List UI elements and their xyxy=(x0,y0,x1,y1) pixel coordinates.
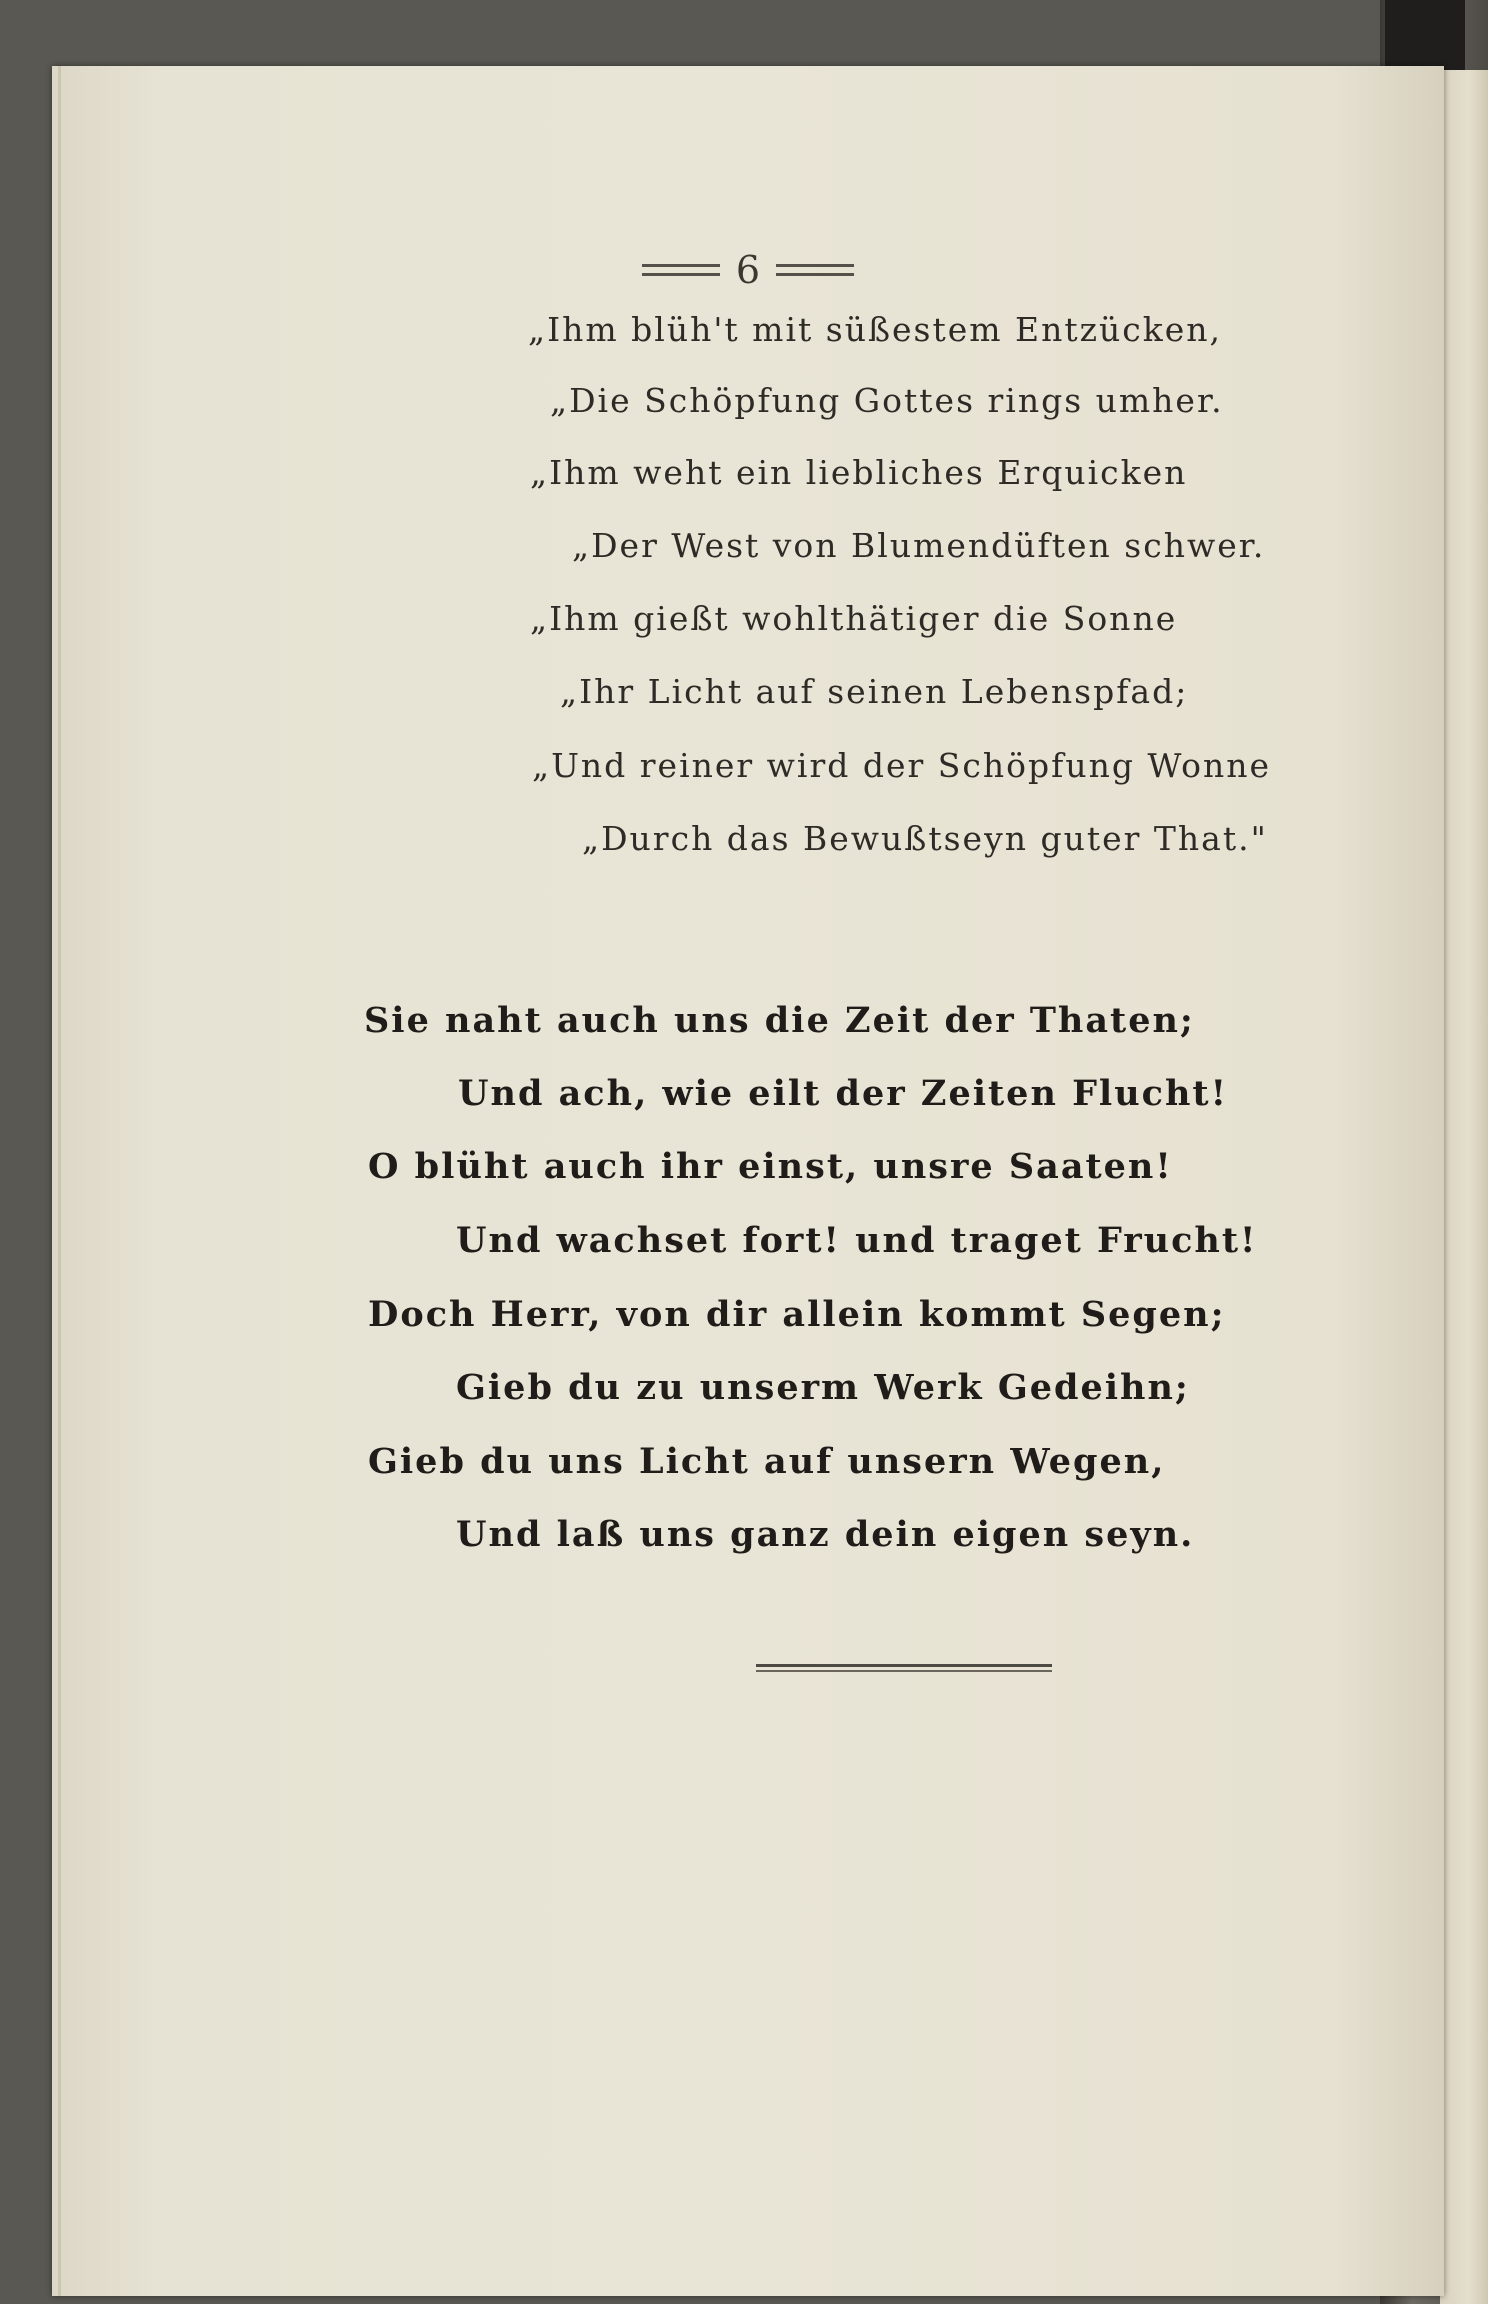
page-number: 6 xyxy=(735,248,761,292)
page-header xyxy=(52,248,1444,292)
verse-line: Gieb du uns Licht auf unsern Wegen, xyxy=(368,1441,1166,1482)
verse-line: O blüht auch ihr einst, unsre Saaten! xyxy=(368,1146,1173,1187)
verse-line: „Durch das Bewußtseyn guter That." xyxy=(582,819,1268,858)
verse-line: Sie naht auch uns die Zeit der Thaten; xyxy=(364,1000,1195,1041)
verse-line: Und ach, wie eilt der Zeiten Flucht! xyxy=(458,1073,1228,1114)
verse-line: „Ihm blüh't mit süßestem Entzücken, xyxy=(528,310,1223,349)
closing-rule xyxy=(756,1664,1052,1672)
verse-line: „Ihr Licht auf seinen Lebenspfad; xyxy=(560,672,1189,711)
left-ornament xyxy=(642,264,720,276)
verse-line: Und laß uns ganz dein eigen seyn. xyxy=(456,1514,1195,1555)
verse-line: „Die Schöpfung Gottes rings umher. xyxy=(550,381,1224,420)
verse-line: Doch Herr, von dir allein kommt Segen; xyxy=(368,1294,1226,1335)
verse-line: „Und reiner wird der Schöpfung Wonne xyxy=(532,746,1272,785)
verse-line: „Der West von Blumendüften schwer. xyxy=(572,526,1266,565)
right-ornament xyxy=(776,264,854,276)
verse-line: „Ihm weht ein liebliches Erquicken xyxy=(530,453,1188,492)
verse-line: Und wachset fort! und traget Frucht! xyxy=(456,1220,1258,1261)
verse-line: „Ihm gießt wohlthätiger die Sonne xyxy=(530,599,1178,638)
book-page xyxy=(52,66,1444,2296)
verse-line: Gieb du zu unserm Werk Gedeihn; xyxy=(456,1367,1190,1408)
adjacent-page-edge xyxy=(1440,70,1488,2304)
